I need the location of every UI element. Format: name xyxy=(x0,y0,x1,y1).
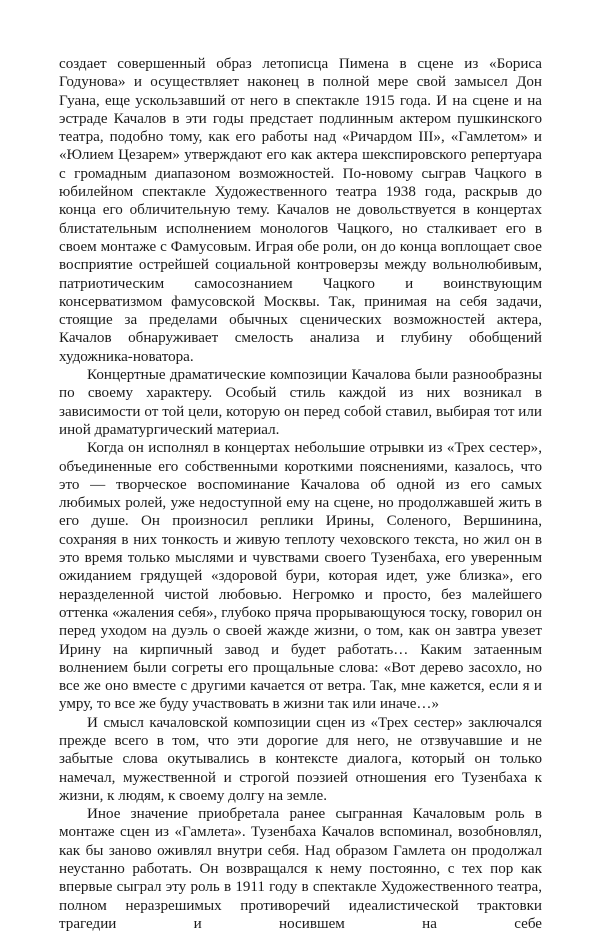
paragraph-1: создает совершенный образ летописца Пимена в сцене из «Бориса Годунова» и осуществляет наконец в полной мере свой замысел Дон Гуана, еще ускользавший от него в спектакле 1915 года. И на сцене и на эстраде Качалов в эти годы предстает подлинным актером пушкинского театра, подобно тому, как его работы над «Ричардом III», «Гамлетом» и «Юлием Цезарем» утверждают его как актера шекспировского репертуара с громадным диапазоном возможностей. По-новому сыграв Чацкого в юбилейном спектакле Художественного театра 1938 года, раскрыв до конца его обличительную тему. Качалов не довольствуется в концертах блистательным исполнением монологов Чацкого, но сталкивает его в своем монтаже с Фамусовым. Играя обе роли, он до конца воплощает свое восприятие острейшей социальной контроверзы между вольнолюбивым, патриотическим самосознанием Чацкого и воинствующим консерватизмом фамусовской Москвы. Так, принимая на себя задачи, стоящие за пределами обычных сценических возможностей актера, Качалов обнаруживает смелость анализа и глубину обобщений художника-новатора. xyxy=(59,56,542,365)
document-page xyxy=(59,55,542,933)
paragraph-5: Иное значение приобретала ранее сыгранная Качаловым роль в монтаже сцен из «Гамлета». Тузенбаха Качалов вспоминал, возобновлял, как бы заново оживлял внутри себя. Над образом Гамлета он продолжал неустанно работать. Он возвращался к нему постоянно, с тех пор как впервые сыграл эту роль в 1911 году в спектакле Художественного театра, полном неразрешимых противоречий идеалистической трактовки трагедии и носившем на себе xyxy=(59,806,542,932)
paragraph-2: Концертные драматические композиции Качалова были разнообразны по своему характеру. Особый стиль каждой из них возникал в зависимости от той цели, которую он перед собой ставил, выбирая тот или иной драматургический материал. xyxy=(59,367,542,438)
paragraph-4: И смысл качаловской композиции сцен из «Трех сестер» заключался прежде всего в том, что эти дорогие для него, не отзвучавшие и не забытые слова окутывались в контексте диалога, который он только намечал, мужественной и строгой поэзией отношения его Тузенбаха к жизни, к людям, к своему долгу на земле. xyxy=(59,714,542,804)
paragraph-3: Когда он исполнял в концертах небольшие отрывки из «Трех сестер», объединенные его собственными короткими пояснениями, казалось, что это — творческое воспоминание Качалова об одной из его самых любимых ролей, уже недоступной ему на сцене, но продолжавшей жить в его душе. Он произносил реплики Ирины, Соленого, Вершинина, сохраняя в них тонкость и живую теплоту чеховского текста, но жил он в это время только мыслями и чувствами своего Тузенбаха, его уверенным ожиданием грядущей «здоровой бури, которая идет, уже близка», его неразделенной чистой любовью. Негромко и просто, без малейшего оттенка «жаления себя», глубоко пряча прорывающуюся тоску, говорил он перед уходом на дуэль о своей жажде жизни, о том, как он завтра увезет Ирину на кирпичный завод и будет работать… Каким затаенным волнением были согреты его прощальные слова: «Вот дерево засохло, но все же оно вместе с другими качается от ветра. Так, мне кажется, если я и умру, то все же буду участвовать в жизни так или иначе…» xyxy=(59,440,542,713)
